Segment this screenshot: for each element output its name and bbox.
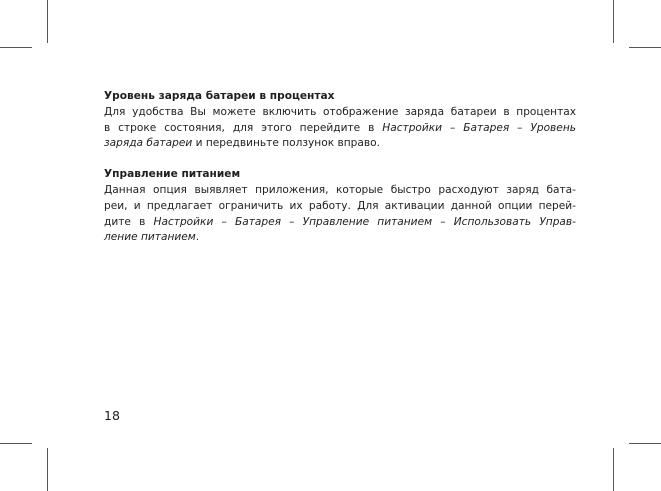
menu-path-text: ление питанием [104,231,196,244]
text-run: дите в [104,215,154,228]
paragraph-line [104,121,576,137]
crop-mark-bottom-right [613,448,614,491]
crop-mark-bottom-left-horizontal [0,443,32,444]
crop-mark-top-right-horizontal [629,47,661,48]
crop-mark-bottom-left [47,448,48,491]
menu-path-text: заряда батареи [104,137,193,150]
paragraph-line [104,183,576,199]
menu-path-text: Настройки – Батарея – Управление питанием – Использовать Управ- [153,215,576,228]
section-heading: Уровень заряда батареи в процентах [104,90,335,102]
section-paragraph [104,183,576,246]
section-power-management [104,167,576,246]
crop-mark-top-left-horizontal [0,47,32,48]
crop-mark-top-right [613,0,614,43]
page-content [104,89,576,246]
paragraph-line [104,199,576,215]
page-number: 18 [104,408,120,423]
paragraph-line [104,215,576,231]
paragraph-line [104,230,576,246]
text-run: Данная опция выявляет приложения, которые быстро расходуют заряд бата- [104,183,576,196]
section-battery-percentage [104,89,576,152]
section-paragraph [104,105,576,152]
menu-path-text: Настройки – Батарея – Уровень [382,121,576,134]
crop-mark-top-left [47,0,48,43]
text-run: реи, и предлагает ограничить их работу. Для активации данной опции перей- [104,199,576,212]
section-heading: Управление питанием [104,168,241,181]
paragraph-line [104,105,576,121]
text-run: Для удобства Вы можете включить отображение заряда батареи в процентах [104,105,576,118]
text-run: . [195,231,200,244]
text-run: в строке состояния, для этого перейдите в [104,121,383,134]
text-run: и передвиньте ползунок вправо. [192,137,380,150]
crop-mark-bottom-right-horizontal [629,443,661,444]
paragraph-line [104,136,576,152]
